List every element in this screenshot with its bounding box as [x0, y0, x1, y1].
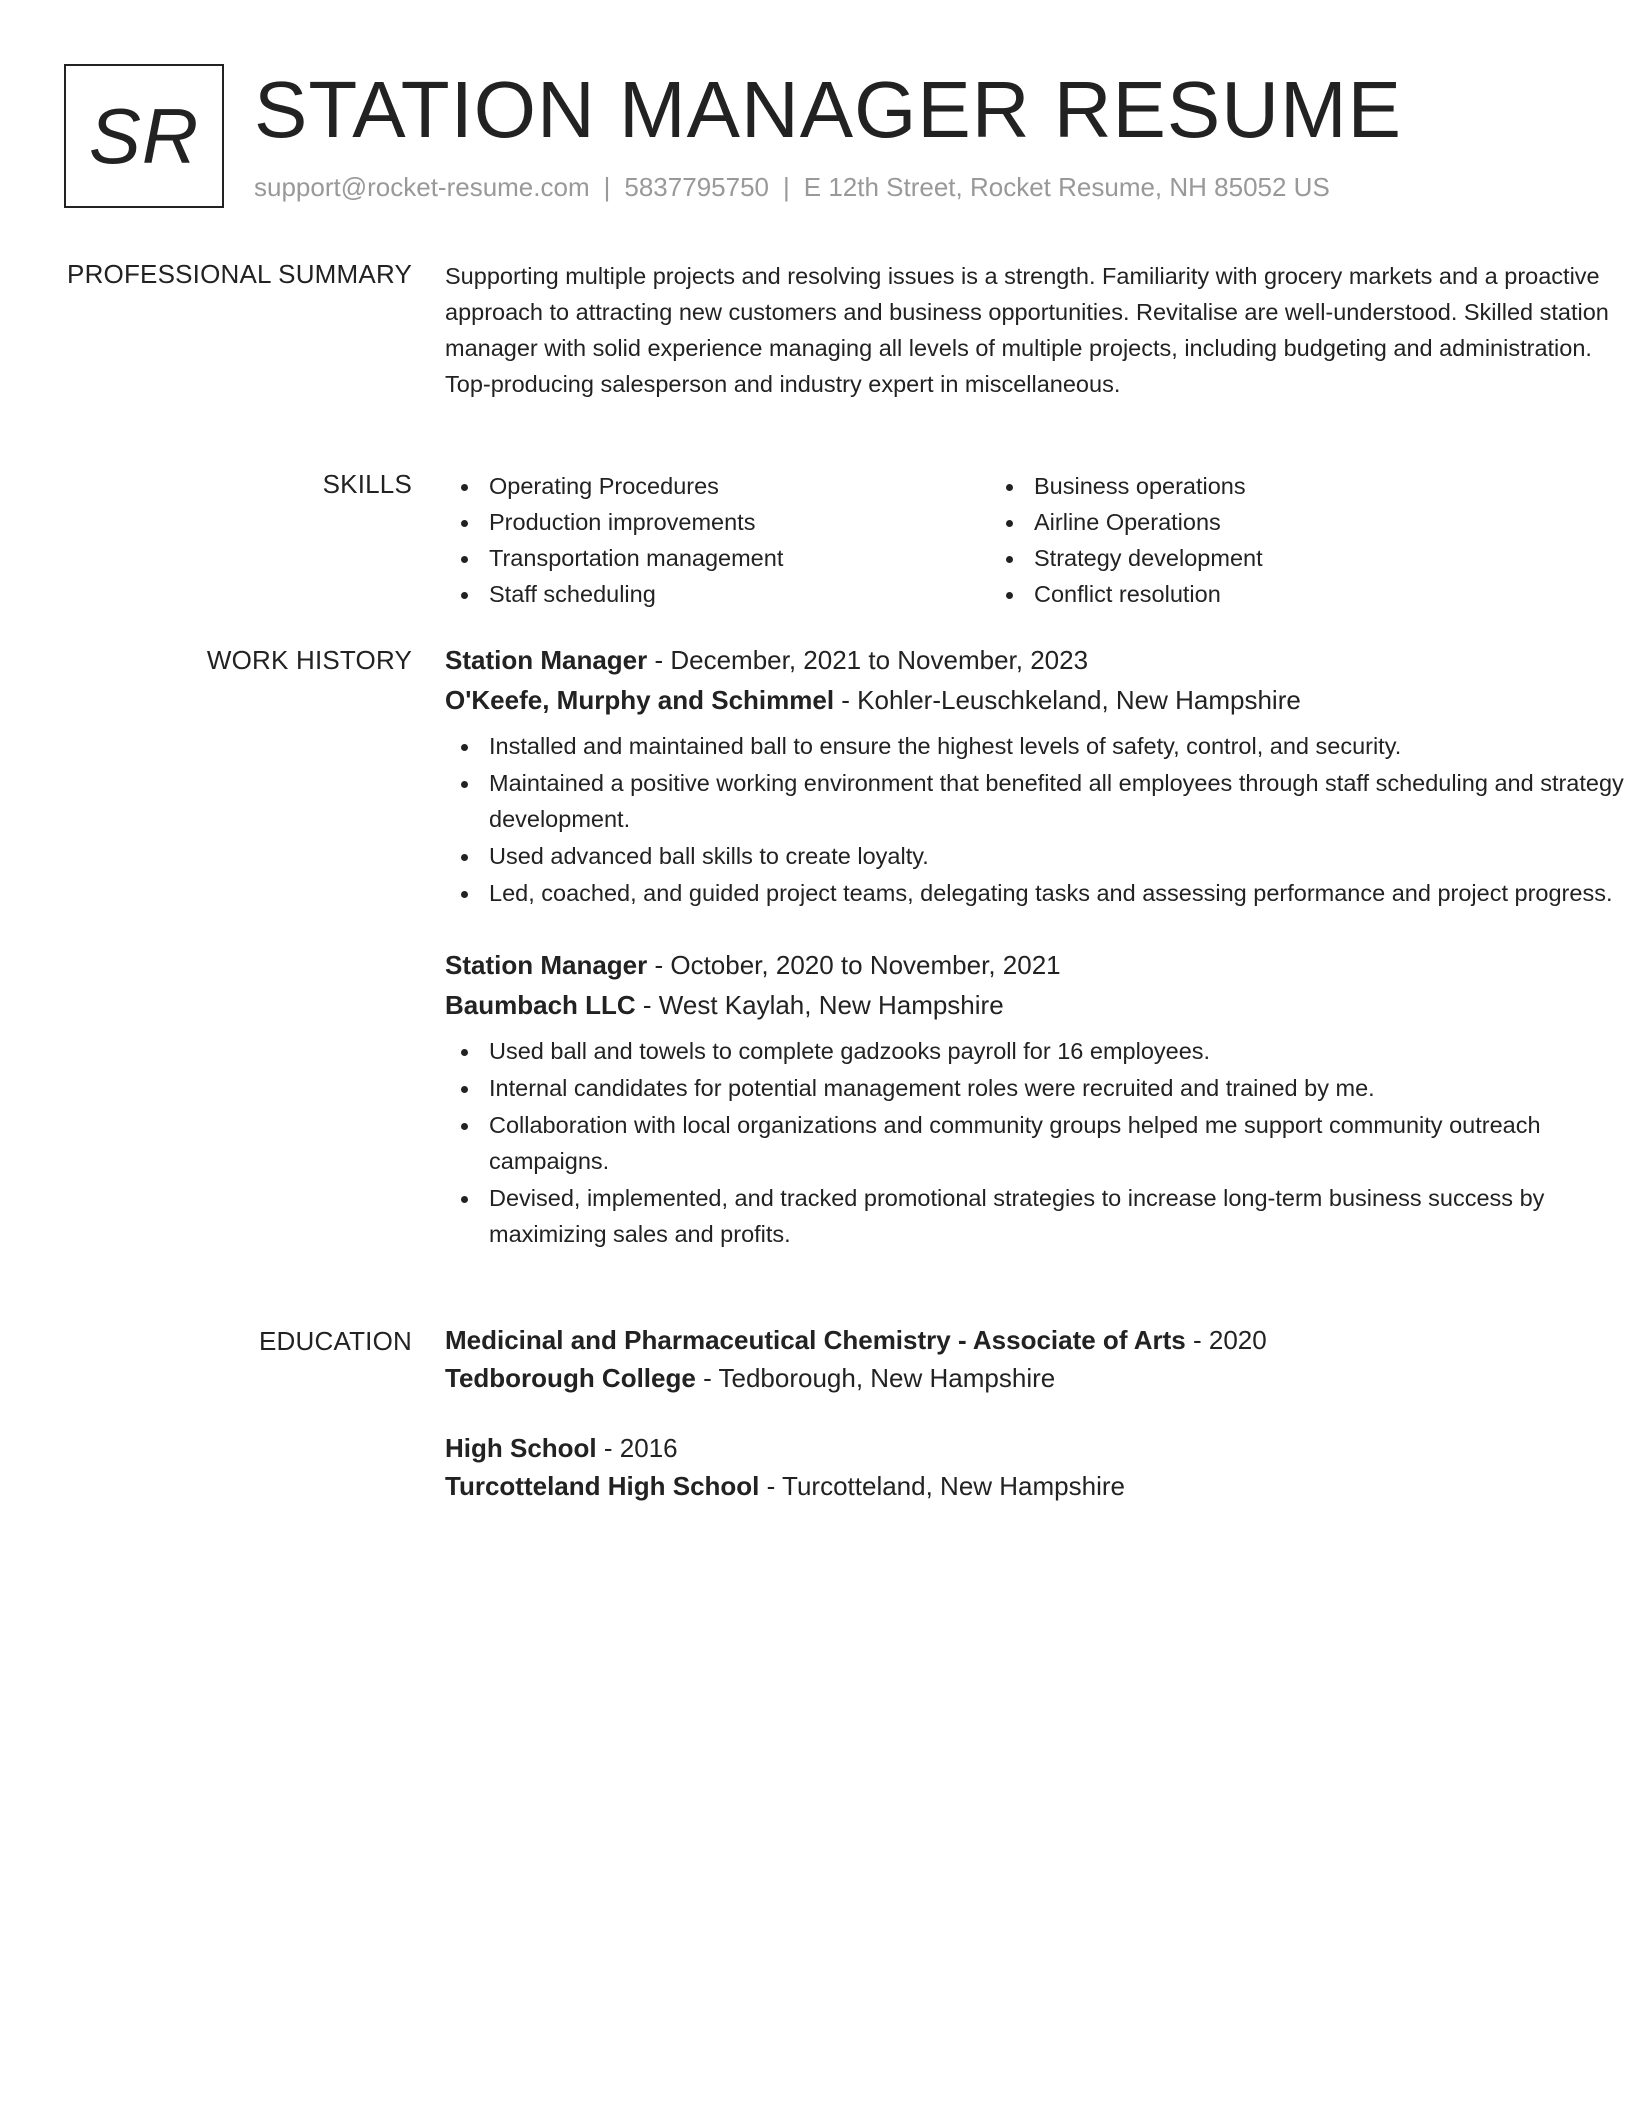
initials-monogram: SR	[64, 64, 224, 208]
education-location: - Tedborough, New Hampshire	[695, 1363, 1056, 1393]
contact-phone: 5837795750	[624, 172, 769, 202]
skills-column-right	[990, 468, 1535, 612]
education-school-line	[445, 1359, 1625, 1397]
job-title-line	[445, 640, 1625, 680]
education-degree-line	[445, 1321, 1625, 1359]
job-bullet: Devised, implemented, and tracked promotional strategies to increase long-term business success by maximizing sales and profits.	[445, 1180, 1625, 1252]
job-bullet: Used advanced ball skills to create loyalty.	[445, 838, 1625, 874]
job-dates: - October, 2020 to November, 2021	[647, 950, 1061, 980]
skills-grid	[445, 468, 1625, 612]
job-company: Baumbach LLC	[445, 990, 636, 1020]
job-company-line	[445, 680, 1625, 720]
education-location: - Turcotteland, New Hampshire	[759, 1471, 1125, 1501]
contact-email: support@rocket-resume.com	[254, 172, 590, 202]
skill-item: Staff scheduling	[445, 576, 990, 612]
job-title-line	[445, 945, 1625, 985]
job-dates: - December, 2021 to November, 2023	[647, 645, 1089, 675]
summary-text: Supporting multiple projects and resolving issues is a strength. Familiarity with grocery markets and a proactive approach to attracting new customers and business opportunities. Revitalise are well-understood. Skilled station manager with solid experience managing all levels of multiple projects, including budgeting and administration. Top-producing salesperson and industry expert in miscellaneous.	[445, 263, 1609, 397]
skill-item: Conflict resolution	[990, 576, 1535, 612]
skill-item: Airline Operations	[990, 504, 1535, 540]
skills-heading: SKILLS	[322, 469, 412, 499]
summary-section	[64, 256, 1609, 436]
job-bullet: Internal candidates for potential management roles were recruited and trained by me.	[445, 1070, 1625, 1106]
contact-separator: |	[603, 172, 611, 202]
education-year: - 2020	[1185, 1325, 1267, 1355]
job-company-line	[445, 985, 1625, 1025]
resume-title: STATION MANAGER RESUME	[254, 65, 1403, 154]
education-school: Turcotteland High School	[445, 1471, 760, 1501]
job-bullet: Used ball and towels to complete gadzooks payroll for 16 employees.	[445, 1033, 1625, 1069]
job-entry	[445, 945, 1625, 1252]
job-title: Station Manager	[445, 950, 648, 980]
education-entry	[445, 1321, 1625, 1397]
job-bullet: Maintained a positive working environment that benefited all employees through staff scheduling and strategy development.	[445, 765, 1625, 837]
skill-item: Strategy development	[990, 540, 1535, 576]
job-entry	[445, 640, 1625, 911]
summary-body	[445, 258, 1625, 402]
job-bullets	[445, 728, 1625, 911]
skill-item: Production improvements	[445, 504, 990, 540]
summary-heading: PROFESSIONAL SUMMARY	[67, 259, 412, 289]
education-year: - 2016	[596, 1433, 678, 1463]
job-bullet: Collaboration with local organizations and community groups helped me support community outreach campaigns.	[445, 1107, 1625, 1179]
resume-header	[64, 64, 1564, 210]
education-section	[64, 1323, 1568, 1523]
skill-item: Business operations	[990, 468, 1535, 504]
skills-section	[64, 466, 1568, 616]
contact-line	[254, 172, 1330, 203]
job-bullet: Installed and maintained ball to ensure the highest levels of safety, control, and security.	[445, 728, 1625, 764]
education-degree-line	[445, 1429, 1625, 1467]
skill-item: Transportation management	[445, 540, 990, 576]
work-history-section	[64, 642, 1624, 1302]
education-entry	[445, 1429, 1625, 1505]
job-company: O'Keefe, Murphy and Schimmel	[445, 685, 835, 715]
contact-separator: |	[783, 172, 790, 202]
skill-item: Operating Procedures	[445, 468, 990, 504]
education-heading: EDUCATION	[259, 1326, 412, 1356]
education-degree: High School	[445, 1433, 597, 1463]
skills-body	[445, 468, 1625, 612]
work-history-heading: WORK HISTORY	[206, 645, 412, 675]
education-school: Tedborough College	[445, 1363, 696, 1393]
job-location: - West Kaylah, New Hampshire	[635, 990, 1004, 1020]
work-history-body	[445, 640, 1625, 1286]
job-bullets	[445, 1033, 1625, 1252]
education-body	[445, 1321, 1625, 1537]
job-location: - Kohler-Leuschkeland, New Hampshire	[834, 685, 1301, 715]
job-title: Station Manager	[445, 645, 648, 675]
education-school-line	[445, 1467, 1625, 1505]
contact-address: E 12th Street, Rocket Resume, NH 85052 US	[803, 172, 1330, 202]
skills-column-left	[445, 468, 990, 612]
education-degree: Medicinal and Pharmaceutical Chemistry - Associate of Arts	[445, 1325, 1186, 1355]
job-bullet: Led, coached, and guided project teams, delegating tasks and assessing performance and project progress.	[445, 875, 1625, 911]
